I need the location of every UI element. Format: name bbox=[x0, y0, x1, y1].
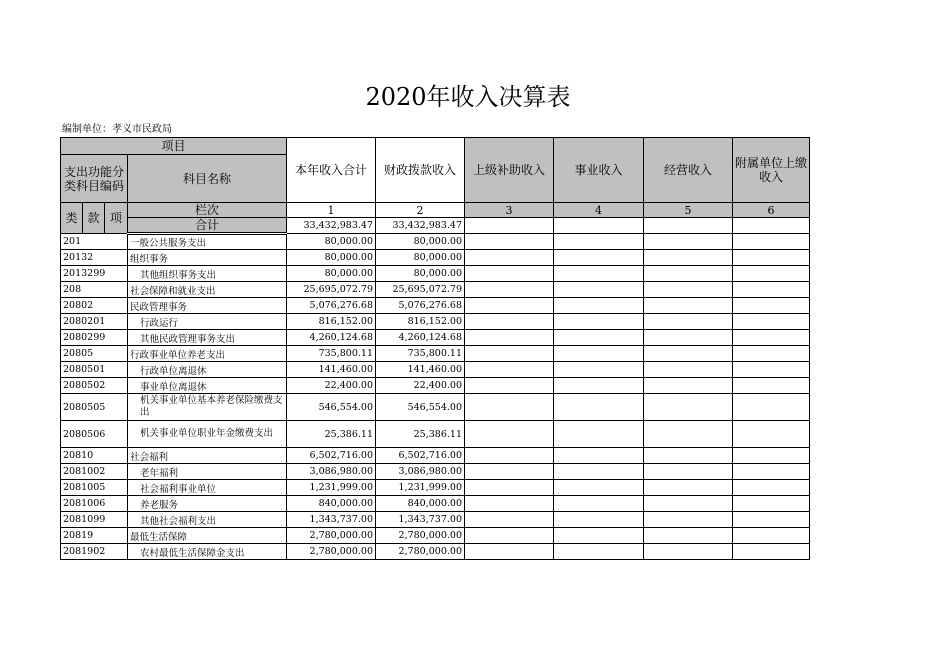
row-c1: 2,780,000.00 bbox=[287, 528, 376, 544]
total-c3 bbox=[465, 218, 554, 234]
report-title: 2020年收入决算表 bbox=[365, 83, 571, 111]
table-row bbox=[61, 250, 810, 266]
row-c3 bbox=[465, 528, 554, 544]
row-code: 20802 bbox=[61, 298, 128, 314]
table-row bbox=[61, 480, 810, 496]
row-c5 bbox=[644, 234, 733, 250]
col-num-3: 3 bbox=[465, 203, 554, 218]
row-c6 bbox=[733, 512, 810, 528]
header-func-code: 支出功能分类科目编码 bbox=[61, 155, 128, 203]
row-c5 bbox=[644, 314, 733, 330]
row-c2: 5,076,276.68 bbox=[376, 298, 465, 314]
total-c6 bbox=[733, 218, 810, 234]
row-name: 农村最低生活保障金支出 bbox=[128, 544, 287, 560]
row-code: 2081902 bbox=[61, 544, 128, 560]
row-c2: 1,343,737.00 bbox=[376, 512, 465, 528]
row-c1: 840,000.00 bbox=[287, 496, 376, 512]
row-c6 bbox=[733, 314, 810, 330]
table-row bbox=[61, 298, 810, 314]
table-row bbox=[61, 234, 810, 250]
table-row bbox=[61, 266, 810, 282]
row-c1: 80,000.00 bbox=[287, 234, 376, 250]
row-code: 2081005 bbox=[61, 480, 128, 496]
row-c1: 546,554.00 bbox=[287, 394, 376, 421]
row-name: 机关事业单位职业年金缴费支出 bbox=[128, 421, 287, 448]
row-c3 bbox=[465, 282, 554, 298]
row-name: 养老服务 bbox=[128, 496, 287, 512]
row-c5 bbox=[644, 362, 733, 378]
row-c5 bbox=[644, 512, 733, 528]
row-c5 bbox=[644, 464, 733, 480]
table-row bbox=[61, 421, 810, 448]
row-code: 2080299 bbox=[61, 330, 128, 346]
row-c3 bbox=[465, 330, 554, 346]
row-code: 20810 bbox=[61, 448, 128, 464]
row-c2: 546,554.00 bbox=[376, 394, 465, 421]
table-row bbox=[61, 314, 810, 330]
col-num-1: 1 bbox=[287, 203, 376, 218]
row-c5 bbox=[644, 346, 733, 362]
row-code: 20132 bbox=[61, 250, 128, 266]
row-c5 bbox=[644, 480, 733, 496]
row-c1: 80,000.00 bbox=[287, 250, 376, 266]
row-c4 bbox=[554, 496, 644, 512]
row-code: 2080501 bbox=[61, 362, 128, 378]
row-c2: 2,780,000.00 bbox=[376, 528, 465, 544]
row-c1: 6,502,716.00 bbox=[287, 448, 376, 464]
table-row bbox=[61, 282, 810, 298]
row-c3 bbox=[465, 464, 554, 480]
row-c6 bbox=[733, 282, 810, 298]
row-c6 bbox=[733, 346, 810, 362]
row-c4 bbox=[554, 330, 644, 346]
table-row bbox=[61, 544, 810, 560]
row-code: 2080201 bbox=[61, 314, 128, 330]
row-code: 20805 bbox=[61, 346, 128, 362]
row-c2: 2,780,000.00 bbox=[376, 544, 465, 560]
row-code: 2081002 bbox=[61, 464, 128, 480]
row-c4 bbox=[554, 282, 644, 298]
header-subject-name: 科目名称 bbox=[128, 155, 287, 203]
header-kuan: 款 bbox=[83, 203, 105, 234]
row-c4 bbox=[554, 298, 644, 314]
row-c1: 816,152.00 bbox=[287, 314, 376, 330]
row-c5 bbox=[644, 528, 733, 544]
row-c3 bbox=[465, 346, 554, 362]
row-c6 bbox=[733, 378, 810, 394]
table-row bbox=[61, 330, 810, 346]
row-name: 机关事业单位基本养老保险缴费支出 bbox=[128, 394, 287, 421]
row-c6 bbox=[733, 480, 810, 496]
table-row bbox=[61, 496, 810, 512]
row-name: 组织事务 bbox=[128, 250, 287, 266]
total-c5 bbox=[644, 218, 733, 234]
row-c2: 1,231,999.00 bbox=[376, 480, 465, 496]
row-c2: 25,386.11 bbox=[376, 421, 465, 448]
row-code: 20819 bbox=[61, 528, 128, 544]
row-name: 社会福利 bbox=[128, 448, 287, 464]
header-lei: 类 bbox=[61, 203, 83, 234]
row-c6 bbox=[733, 362, 810, 378]
header-col-4: 事业收入 bbox=[554, 138, 644, 203]
row-c4 bbox=[554, 314, 644, 330]
row-c3 bbox=[465, 544, 554, 560]
row-code: 208 bbox=[61, 282, 128, 298]
row-code: 2080505 bbox=[61, 394, 128, 421]
row-c3 bbox=[465, 394, 554, 421]
row-code: 2081099 bbox=[61, 512, 128, 528]
col-num-6: 6 bbox=[733, 203, 810, 218]
row-c2: 3,086,980.00 bbox=[376, 464, 465, 480]
row-c4 bbox=[554, 346, 644, 362]
row-c3 bbox=[465, 314, 554, 330]
row-name: 行政单位离退休 bbox=[128, 362, 287, 378]
row-c1: 735,800.11 bbox=[287, 346, 376, 362]
row-c2: 25,695,072.79 bbox=[376, 282, 465, 298]
row-c5 bbox=[644, 378, 733, 394]
table-row bbox=[61, 464, 810, 480]
row-name: 事业单位离退休 bbox=[128, 378, 287, 394]
row-c6 bbox=[733, 528, 810, 544]
row-c5 bbox=[644, 330, 733, 346]
row-c6 bbox=[733, 496, 810, 512]
row-c5 bbox=[644, 394, 733, 421]
row-c6 bbox=[733, 298, 810, 314]
row-c4 bbox=[554, 480, 644, 496]
row-c2: 840,000.00 bbox=[376, 496, 465, 512]
row-c3 bbox=[465, 362, 554, 378]
row-name: 其他民政管理事务支出 bbox=[128, 330, 287, 346]
row-c2: 80,000.00 bbox=[376, 266, 465, 282]
total-c1: 33,432,983.47 bbox=[287, 218, 376, 234]
row-code: 2080506 bbox=[61, 421, 128, 448]
row-c6 bbox=[733, 330, 810, 346]
row-c3 bbox=[465, 234, 554, 250]
total-c2: 33,432,983.47 bbox=[376, 218, 465, 234]
total-c4 bbox=[554, 218, 644, 234]
income-table bbox=[60, 137, 810, 560]
row-name: 民政管理事务 bbox=[128, 298, 287, 314]
table-row bbox=[61, 362, 810, 378]
row-c4 bbox=[554, 234, 644, 250]
row-name: 行政事业单位养老支出 bbox=[128, 346, 287, 362]
row-c2: 4,260,124.68 bbox=[376, 330, 465, 346]
header-col-5: 经营收入 bbox=[644, 138, 733, 203]
table-row bbox=[61, 512, 810, 528]
row-c4 bbox=[554, 378, 644, 394]
row-name: 社会福利事业单位 bbox=[128, 480, 287, 496]
row-c1: 25,386.11 bbox=[287, 421, 376, 448]
col-num-2: 2 bbox=[376, 203, 465, 218]
row-c4 bbox=[554, 362, 644, 378]
row-c2: 735,800.11 bbox=[376, 346, 465, 362]
header-col-3: 上级补助收入 bbox=[465, 138, 554, 203]
row-c4 bbox=[554, 448, 644, 464]
row-code: 2013299 bbox=[61, 266, 128, 282]
row-name: 一般公共服务支出 bbox=[128, 234, 287, 250]
header-col-label: 栏次 bbox=[128, 203, 287, 218]
row-c4 bbox=[554, 421, 644, 448]
row-c4 bbox=[554, 528, 644, 544]
row-c2: 816,152.00 bbox=[376, 314, 465, 330]
row-name: 老年福利 bbox=[128, 464, 287, 480]
row-c4 bbox=[554, 464, 644, 480]
col-num-4: 4 bbox=[554, 203, 644, 218]
row-c4 bbox=[554, 250, 644, 266]
header-item: 项目 bbox=[61, 138, 287, 155]
row-c5 bbox=[644, 250, 733, 266]
row-c3 bbox=[465, 421, 554, 448]
row-c1: 5,076,276.68 bbox=[287, 298, 376, 314]
row-c3 bbox=[465, 378, 554, 394]
row-c1: 141,460.00 bbox=[287, 362, 376, 378]
header-col-2: 财政拨款收入 bbox=[376, 138, 465, 203]
row-c5 bbox=[644, 298, 733, 314]
row-c3 bbox=[465, 298, 554, 314]
row-c3 bbox=[465, 512, 554, 528]
row-c2: 80,000.00 bbox=[376, 234, 465, 250]
row-c1: 1,343,737.00 bbox=[287, 512, 376, 528]
row-c5 bbox=[644, 421, 733, 448]
row-c4 bbox=[554, 266, 644, 282]
row-name: 其他社会福利支出 bbox=[128, 512, 287, 528]
row-c2: 22,400.00 bbox=[376, 378, 465, 394]
row-c6 bbox=[733, 464, 810, 480]
row-c3 bbox=[465, 250, 554, 266]
table-row bbox=[61, 346, 810, 362]
total-label: 合计 bbox=[128, 218, 287, 234]
row-c1: 80,000.00 bbox=[287, 266, 376, 282]
row-c5 bbox=[644, 496, 733, 512]
row-c6 bbox=[733, 421, 810, 448]
row-c6 bbox=[733, 448, 810, 464]
header-xiang: 项 bbox=[105, 203, 128, 234]
row-c2: 6,502,716.00 bbox=[376, 448, 465, 464]
row-c3 bbox=[465, 480, 554, 496]
row-c6 bbox=[733, 234, 810, 250]
row-c5 bbox=[644, 282, 733, 298]
col-num-5: 5 bbox=[644, 203, 733, 218]
header-col-6: 附属单位上缴收入 bbox=[733, 138, 810, 203]
row-c6 bbox=[733, 250, 810, 266]
row-c1: 3,086,980.00 bbox=[287, 464, 376, 480]
row-c6 bbox=[733, 544, 810, 560]
table-row bbox=[61, 528, 810, 544]
row-c1: 2,780,000.00 bbox=[287, 544, 376, 560]
row-c6 bbox=[733, 394, 810, 421]
row-c2: 80,000.00 bbox=[376, 250, 465, 266]
row-c6 bbox=[733, 266, 810, 282]
row-c5 bbox=[644, 544, 733, 560]
row-c4 bbox=[554, 544, 644, 560]
row-code: 2081006 bbox=[61, 496, 128, 512]
table-row bbox=[61, 448, 810, 464]
compiling-unit: 编制单位：孝义市民政局 bbox=[62, 124, 172, 135]
row-c3 bbox=[465, 448, 554, 464]
row-c5 bbox=[644, 448, 733, 464]
table-row bbox=[61, 394, 810, 421]
row-name: 行政运行 bbox=[128, 314, 287, 330]
row-name: 社会保障和就业支出 bbox=[128, 282, 287, 298]
row-c3 bbox=[465, 266, 554, 282]
row-c4 bbox=[554, 394, 644, 421]
row-c3 bbox=[465, 496, 554, 512]
header-col-1: 本年收入合计 bbox=[287, 138, 376, 203]
row-code: 2080502 bbox=[61, 378, 128, 394]
row-c5 bbox=[644, 266, 733, 282]
row-c1: 1,231,999.00 bbox=[287, 480, 376, 496]
row-c1: 22,400.00 bbox=[287, 378, 376, 394]
row-name: 最低生活保障 bbox=[128, 528, 287, 544]
table-row bbox=[61, 378, 810, 394]
row-c4 bbox=[554, 512, 644, 528]
row-code: 201 bbox=[61, 234, 128, 250]
row-c1: 4,260,124.68 bbox=[287, 330, 376, 346]
row-c2: 141,460.00 bbox=[376, 362, 465, 378]
row-name: 其他组织事务支出 bbox=[128, 266, 287, 282]
row-c1: 25,695,072.79 bbox=[287, 282, 376, 298]
